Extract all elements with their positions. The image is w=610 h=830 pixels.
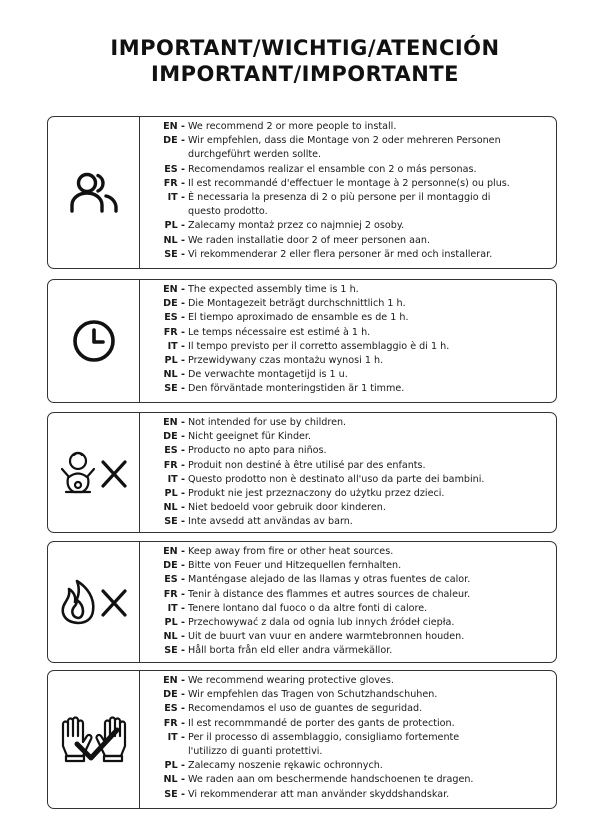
- instruction-line: DE - Bitte von Feuer und Hitzequellen fernhalten.: [163, 560, 402, 572]
- instruction-line: EN - The expected assembly time is 1 h.: [163, 284, 359, 295]
- icon-cell: [48, 280, 140, 402]
- instruction-line: l'utilizzo di guanti protettivi.: [188, 746, 323, 758]
- instruction-line: SE - Vi rekommenderar 2 eller flera personer är med och installerar.: [164, 248, 493, 260]
- instruction-line: IT - Per il processo di assemblaggio, consigliamo fortemente: [167, 731, 460, 743]
- instruction-line: NL - Niet bedoeld voor gebruik door kinderen.: [163, 502, 386, 514]
- instruction-line: DE - Wir empfehlen das Tragen von Schutzhandschuhen.: [163, 689, 438, 701]
- instruction-line: durchgeführt werden sollte.: [188, 149, 322, 161]
- instruction-line: FR - Il est recommmandé de porter des gants de protection.: [163, 717, 455, 729]
- instruction-line: NL - Uit de buurt van vuur en andere warmtebronnen houden.: [163, 631, 465, 643]
- notice-card-children: [47, 412, 557, 533]
- instruction-line: PL - Przechowywać z dala od ognia lub innych źródeł ciepła.: [164, 617, 455, 629]
- instruction-line: FR - Tenir à distance des flammes et autres sources de chaleur.: [163, 588, 471, 600]
- instruction-line: IT - Tenere lontano dal fuoco o da altre fonti di calore.: [167, 602, 428, 614]
- instruction-line: PL - Produkt nie jest przeznaczony do użytku przez dzieci.: [164, 488, 445, 500]
- notice-card-assembly-time: [47, 279, 557, 403]
- instruction-line: EN - Not intended for use by children.: [163, 417, 347, 428]
- instruction-line: EN - Keep away from fire or other heat sources.: [163, 546, 394, 557]
- instruction-line: ES - Recomendamos el uso de guantes de seguridad.: [164, 703, 423, 715]
- instruction-line: IT - È necessaria la presenza di 2 o più persone per il montaggio di: [167, 192, 491, 204]
- instruction-line: SE - Vi rekommenderar att man använder skyddshandskar.: [164, 788, 450, 800]
- instruction-line: NL - We raden installatie door 2 of meer personen aan.: [163, 234, 431, 246]
- instruction-line: PL - Zalecamy montaż przez co najmniej 2 osoby.: [164, 220, 405, 232]
- instruction-line: SE - Håll borta från eld eller andra värmekällor.: [164, 645, 393, 657]
- instruction-line: FR - Le temps nécessaire est estimé à 1 h.: [163, 326, 371, 338]
- instruction-line: ES - Manténgase alejado de las llamas y otras fuentes de calor.: [164, 574, 471, 586]
- people-icon: [68, 171, 120, 215]
- icon-cell: [48, 671, 140, 808]
- instruction-line: ES - Producto no apto para niños.: [164, 445, 327, 457]
- instruction-line: NL - We raden aan om beschermende handschoenen te dragen.: [163, 774, 474, 786]
- instruction-line: IT - Il tempo previsto per il corretto assemblaggio è di 1 h.: [167, 340, 450, 352]
- no-children-icon: [57, 450, 131, 496]
- icon-cell: [48, 413, 140, 532]
- notice-card-fire: [47, 541, 557, 663]
- protective-gloves-icon: [57, 716, 131, 764]
- instruction-line: EN - We recommend 2 or more people to install.: [163, 121, 397, 132]
- page-subtitle: IMPORTANT/IMPORTANTE: [150, 62, 460, 86]
- instruction-line: ES - Recomendamos realizar el ensamble con 2 o más personas.: [164, 163, 477, 175]
- clock-icon: [71, 318, 117, 364]
- instruction-line: EN - We recommend wearing protective gloves.: [163, 675, 394, 686]
- icon-cell: [48, 542, 140, 662]
- no-fire-icon: [57, 578, 131, 626]
- instruction-line: NL - De verwachte montagetijd is 1 u.: [163, 369, 348, 381]
- icon-cell: [48, 117, 140, 268]
- instruction-line: FR - Produit non destiné à être utilisé par des enfants.: [163, 459, 426, 471]
- instruction-line: IT - Questo prodotto non è destinato all'uso da parte dei bambini.: [167, 473, 485, 485]
- instruction-line: DE - Nicht geeignet für Kinder.: [163, 431, 312, 443]
- instruction-line: DE - Die Montagezeit beträgt durchschnittlich 1 h.: [163, 298, 406, 310]
- notice-card-people: [47, 116, 557, 269]
- instruction-line: DE - Wir empfehlen, dass die Montage von 2 oder mehreren Personen: [163, 135, 501, 147]
- instruction-line: ES - El tiempo aproximado de ensamble es de 1 h.: [164, 312, 409, 324]
- instruction-line: PL - Przewidywany czas montażu wynosi 1 h.: [164, 355, 384, 367]
- instruction-line: FR - Il est recommandé d'effectuer le montage à 2 personne(s) ou plus.: [163, 177, 510, 189]
- notice-card-gloves: [47, 670, 557, 809]
- page-title: IMPORTANT/WICHTIG/ATENCIÓN: [110, 36, 500, 60]
- instruction-line: PL - Zalecamy noszenie rękawic ochronnych.: [164, 760, 383, 772]
- instruction-line: SE - Den förväntade monteringstiden är 1 timme.: [164, 383, 405, 395]
- instruction-line: questo prodotto.: [188, 206, 268, 218]
- instruction-line: SE - Inte avsedd att användas av barn.: [164, 516, 353, 528]
